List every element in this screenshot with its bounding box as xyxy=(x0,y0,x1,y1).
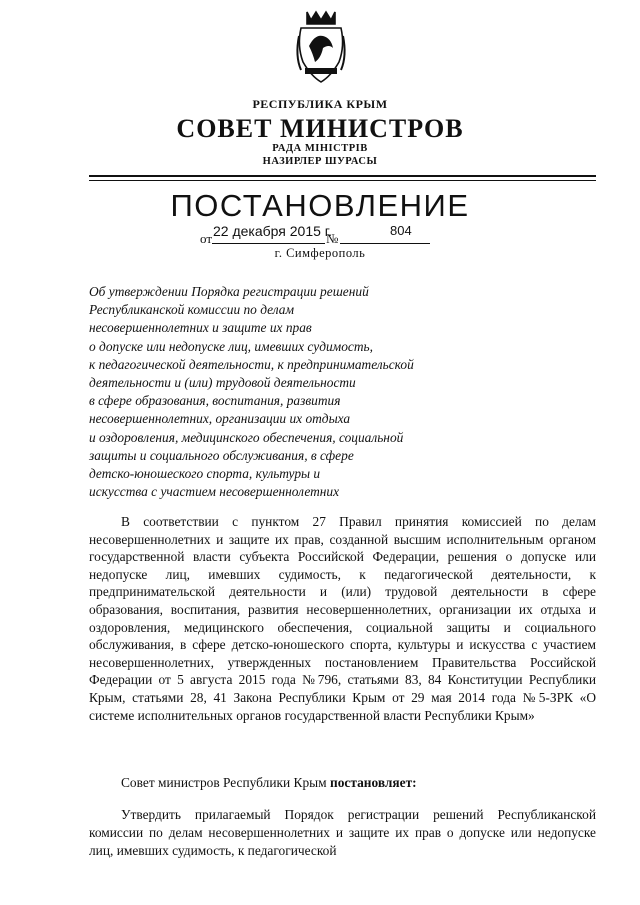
decree-title xyxy=(89,283,509,501)
resolution-verb: постановляет: xyxy=(329,775,417,790)
date-prefix: от xyxy=(200,231,213,246)
document-type: ПОСТАНОВЛЕНИЕ xyxy=(170,188,470,223)
number-sign: № xyxy=(326,231,339,246)
resolution-clause xyxy=(121,775,417,791)
title-line: в сфере образования, воспитания, развития xyxy=(89,393,341,409)
title-line: деятельности и (или) трудовой деятельности xyxy=(89,375,356,391)
title-line: и оздоровления, медицинского обеспечения, социальной xyxy=(89,429,404,445)
title-line: к педагогической деятельности, к предпринимательской xyxy=(89,356,414,372)
date-underline xyxy=(212,243,325,244)
date-number-line xyxy=(200,223,440,247)
preamble-paragraph: В соответствии с пунктом 27 Правил принятия комиссией по делам несовершеннолетних и защите их прав, созданной высшим исполнительным органом государственной власти субъекта Российской Федерации, решения о допуске или недопуске лиц, имевших судимость, к педагогической деятельности, к предпринимательской деятельности и (или) трудовой деятельности в сфере образования, воспитания, развития несовершеннолетних, организации их отдыха и оздоровления, медицинского обеспечения, социальной защиты и социального обслуживания, в сфере детско-юношеского спорта, культуры и искусства с участием несовершеннолетних, утвержденных постановлением Правительства Российской Федерации от 5 августа 2015 года №796, статьями 83, 84 Конституции Республики Крым, статьями 28, 41 Закона Республики Крым от 29 мая 2014 года №5-ЗРК «О системе исполнительных органов государственной власти Республики Крым» xyxy=(89,514,596,723)
council-name-ukrainian: РАДА МІНІСТРІВ xyxy=(272,143,368,154)
decree-number: 804 xyxy=(390,223,412,238)
title-line: защиты и социального обслуживания, в сфере xyxy=(89,447,354,463)
title-line: несовершеннолетних, организации их отдыха xyxy=(89,411,351,427)
title-line: несовершеннолетних и защите их прав xyxy=(89,320,312,336)
council-name: СОВЕТ МИНИСТРОВ xyxy=(176,114,464,143)
title-line: детско-юношеского спорта, культуры и xyxy=(89,466,321,482)
header-rule-thick xyxy=(89,175,596,177)
title-line: искусства с участием несовершеннолетних xyxy=(89,484,340,500)
title-line: Об утверждении Порядка регистрации решений xyxy=(89,284,369,299)
city: г. Симферополь xyxy=(274,246,366,260)
preamble xyxy=(89,513,596,724)
resolution-prefix: Совет министров Республики Крым xyxy=(121,775,330,790)
crimea-coat-of-arms-icon xyxy=(293,6,349,88)
title-line: о допуске или недопуске лиц, имевших судимость, xyxy=(89,338,373,354)
title-line: Республиканской комиссии по делам xyxy=(89,302,295,318)
country-name: РЕСПУБЛИКА КРЫМ xyxy=(252,97,388,111)
council-name-crimean-tatar: НАЗИРЛЕР ШУРАСЫ xyxy=(262,156,378,167)
number-underline xyxy=(340,243,430,244)
decree-date: 22 декабря 2015 г. xyxy=(213,223,333,239)
header-rule-thin xyxy=(89,180,596,181)
operative-paragraph: Утвердить прилагаемый Порядок регистрации решений Республиканской комиссии по делам несовершеннолетних и защите их прав о допуске или недопуске лиц, имевших судимость, к педагогической xyxy=(89,807,596,858)
